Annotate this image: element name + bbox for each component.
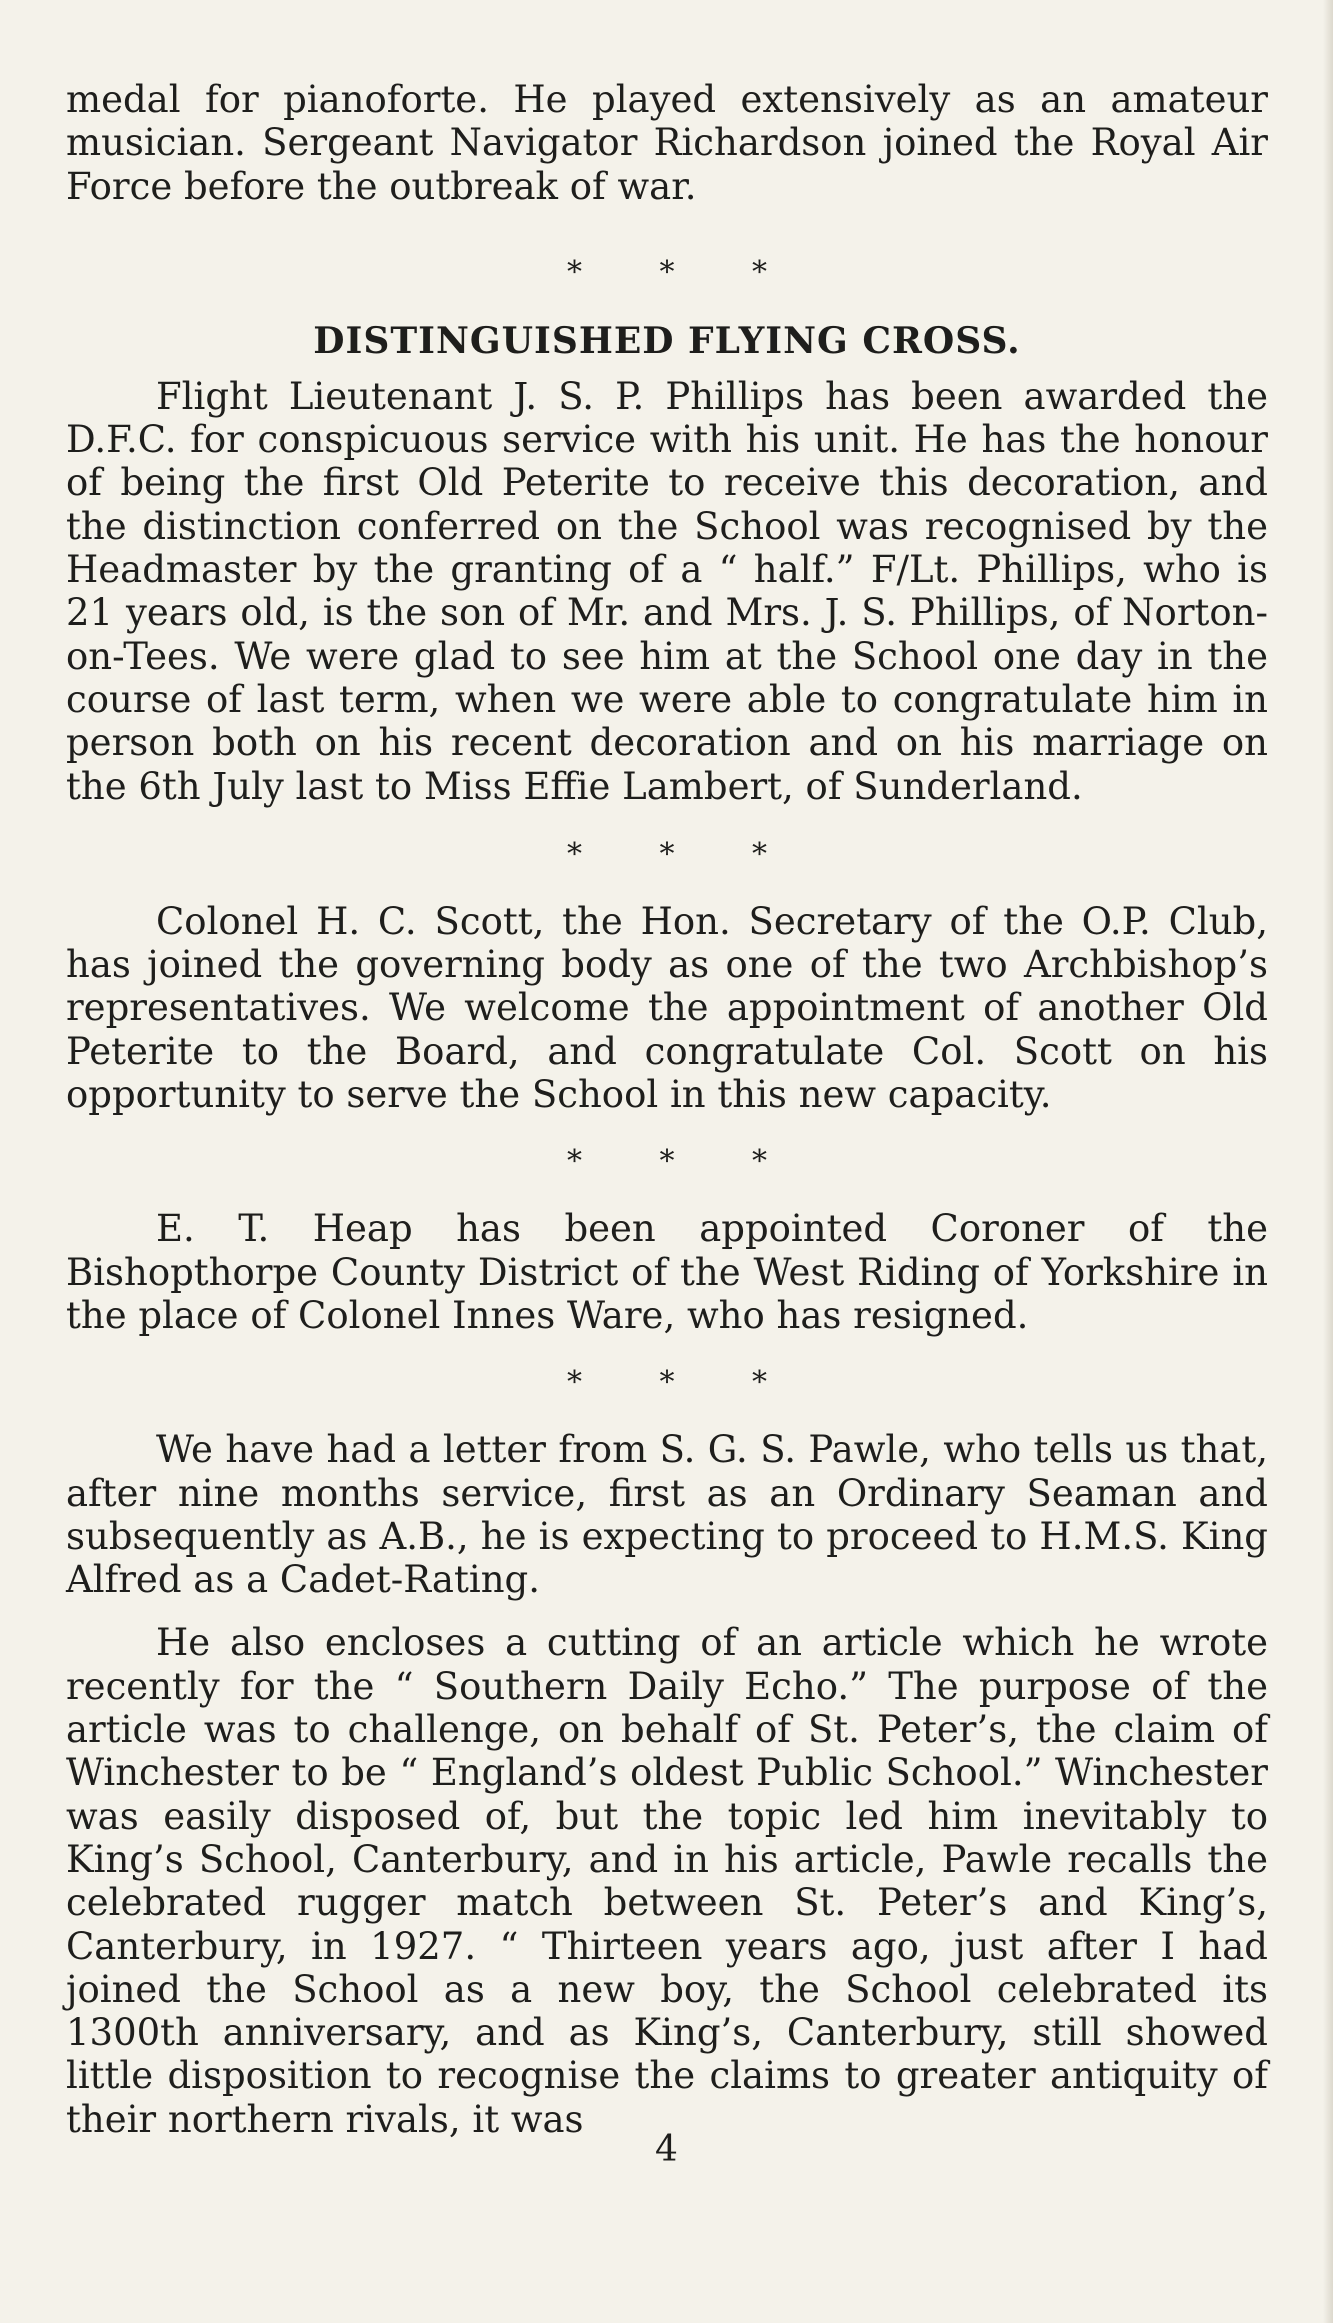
paragraph-pawle-letter: We have had a letter from S. G. S. Pawle, who tells us that, after nine months service, first as an Ordinary Seaman and subsequently as A.B., he is expecting to proceed to H.M.S. King Alfred as a Cadet-Rating. [66, 1428, 1268, 1602]
paragraph-continued: medal for pianoforte. He played extensively as an amateur musician. Sergeant Navigator Richardson joined the Royal Air Force before the outbreak of war. [66, 78, 1268, 208]
section-separator: * * * [566, 254, 802, 290]
page-body [66, 78, 1268, 2141]
page-edge-shadow [1323, 0, 1333, 2323]
section-separator: * * * [566, 836, 802, 872]
paragraph-heap: E. T. Heap has been appointed Coroner of the Bishopthorpe County District of the West Riding of Yorkshire in the place of Colonel Innes Ware, who has resigned. [66, 1207, 1268, 1337]
section-separator: * * * [566, 1365, 802, 1401]
paragraph-pawle-article: He also encloses a cutting of an article which he wrote recently for the “ Southern Daily Echo.” The purpose of the article was to challenge, on behalf of St. Peter’s, the claim of Winchester to be “ England’s oldest Public School.” Winchester was easily disposed of, but the topic led him inevitably to King’s School, Canterbury, and in his article, Pawle recalls the celebrated rugger match between St. Peter’s and King’s, Canterbury, in 1927. “ Thirteen years ago, just after I had joined the School as a new boy, the School celebrated its 1300th anniversary, and as King’s, Canterbury, still showed little disposition to recognise the claims to greater antiquity of their northern rivals, it was [66, 1621, 1268, 2141]
page-number: 4 [655, 2129, 678, 2170]
section-heading: DISTINGUISHED FLYING CROSS. [313, 319, 1021, 362]
paragraph-scott: Colonel H. C. Scott, the Hon. Secretary of the O.P. Club, has joined the governing body as one of the two Archbishop’s representatives. We welcome the appointment of another Old Peterite to the Board, and congratulate Col. Scott on his opportunity to serve the School in this new capacity. [66, 899, 1268, 1117]
section-separator: * * * [566, 1144, 802, 1180]
paragraph-dfc: Flight Lieutenant J. S. P. Phillips has been awarded the D.F.C. for conspicuous service with his unit. He has the honour of being the first Old Peterite to receive this decoration, and the distinction conferred on the School was recognised by the Headmaster by the granting of a “ half.” F/Lt. Phillips, who is 21 years old, is the son of Mr. and Mrs. J. S. Phillips, of Norton-on-Tees. We were glad to see him at the School one day in the course of last term, when we were able to congratulate him in person both on his recent decoration and on his marriage on the 6th July last to Miss Effie Lambert, of Sunderland. [66, 374, 1268, 808]
